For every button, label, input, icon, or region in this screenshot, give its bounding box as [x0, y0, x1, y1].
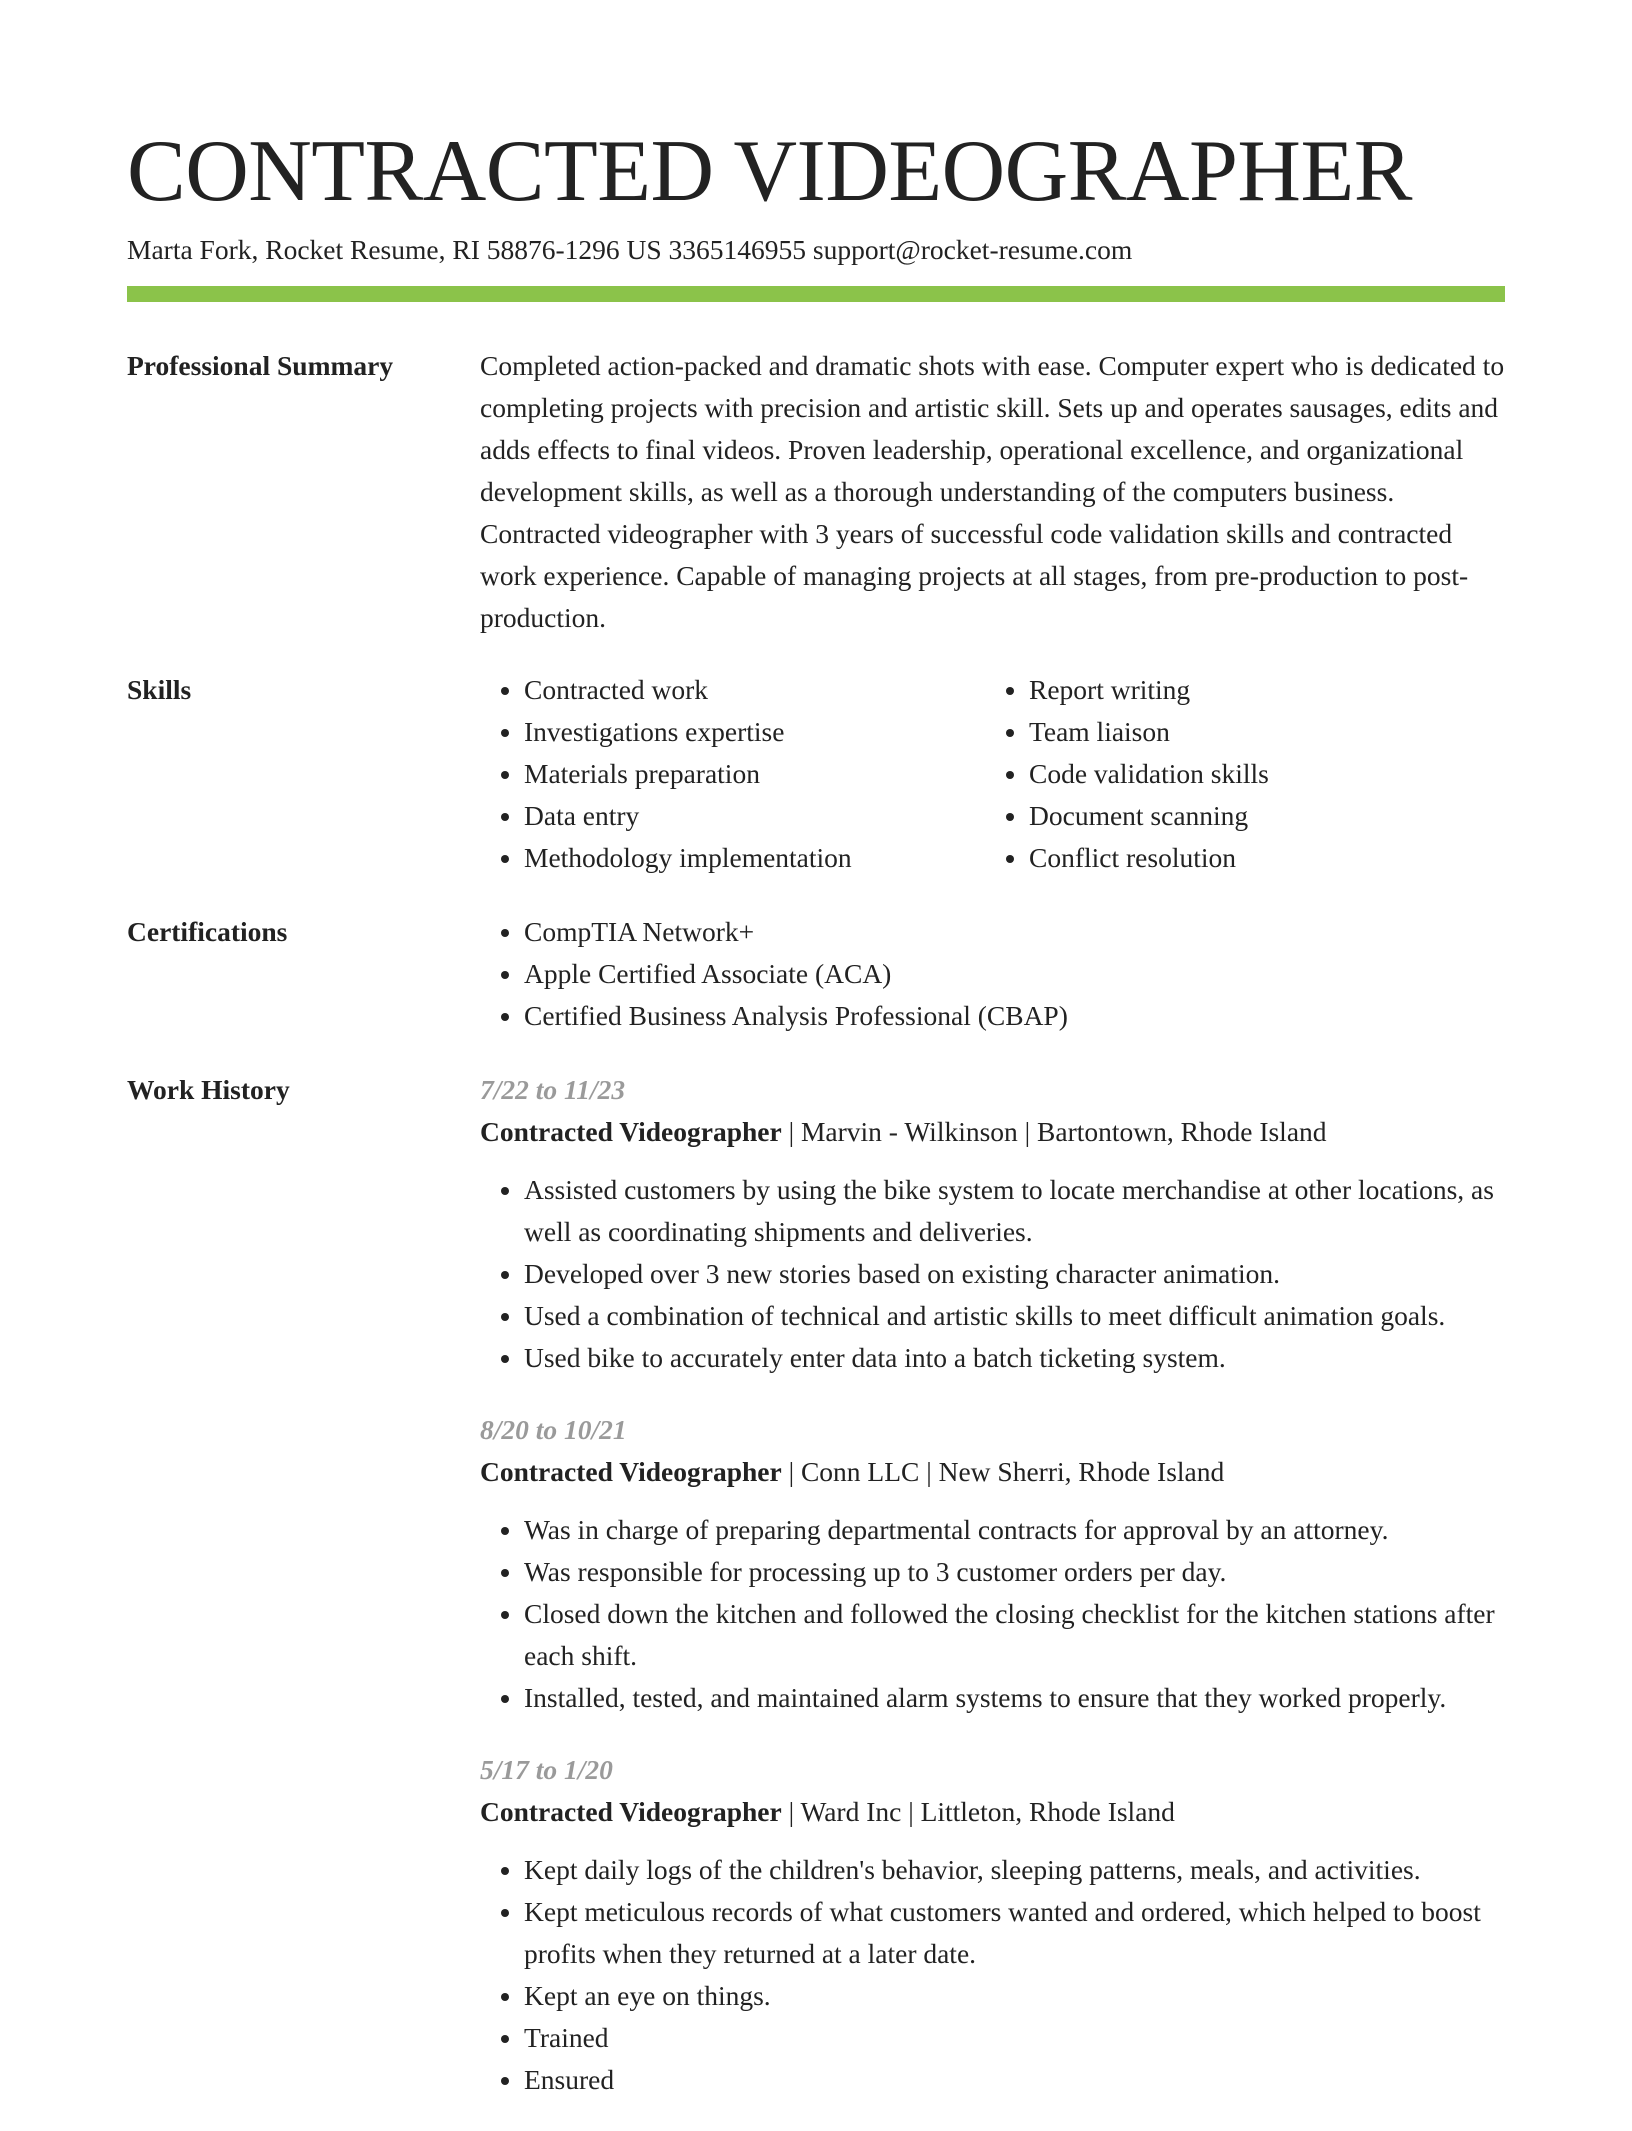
- section-label-summary: Professional Summary: [127, 350, 394, 381]
- job-duty-item: • Trained: [524, 2017, 1505, 2059]
- job-duties-list: [480, 1849, 1505, 2101]
- skill-item: • Methodology implementation: [524, 837, 940, 879]
- skill-item: • Contracted work: [524, 669, 940, 711]
- job-dates: 5/17 to 1/20: [480, 1754, 613, 1785]
- section-label-certifications: Certifications: [127, 916, 288, 947]
- job-duty-item: • Kept an eye on things.: [524, 1975, 1505, 2017]
- summary-body: [480, 345, 1505, 639]
- job-duty-item: • Installed, tested, and maintained alarm systems to ensure that they worked properly.: [524, 1677, 1505, 1719]
- job-heading: [480, 1451, 1505, 1493]
- job-heading: [480, 1791, 1505, 1833]
- resume-title: CONTRACTED VIDEOGRAPHER: [127, 123, 1412, 220]
- skill-item: • Report writing: [1029, 669, 1505, 711]
- job-duties-list: [480, 1169, 1505, 1379]
- job-duty-item: • Kept meticulous records of what customers wanted and ordered, which helped to boost profits when they returned at a later date.: [524, 1891, 1505, 1975]
- job-entry: [480, 1409, 1505, 1719]
- job-duty-item: • Was responsible for processing up to 3 customer orders per day.: [524, 1551, 1505, 1593]
- skills-body: [480, 669, 1505, 879]
- skill-item: • Materials preparation: [524, 753, 940, 795]
- job-duty-item: • Used bike to accurately enter data into a batch ticketing system.: [524, 1337, 1505, 1379]
- job-dates: 7/22 to 11/23: [480, 1074, 626, 1105]
- section-label-work-history: Work History: [127, 1074, 290, 1105]
- job-title: Contracted Videographer: [480, 1116, 782, 1147]
- certifications-list: [480, 911, 1505, 1037]
- contact-line: Marta Fork, Rocket Resume, RI 58876-1296 US 3365146955 support@rocket-resume.com: [127, 234, 1133, 265]
- header-divider: [127, 286, 1505, 302]
- summary-text: Completed action-packed and dramatic shots with ease. Computer expert who is dedicated to completing projects with precision and artistic skill. Sets up and operates sausages, edits and adds effects to final videos. Proven leadership, operational excellence, and organizational development skills, as well as a thorough understanding of the computers business. Contracted videographer with 3 years of successful code validation skills and contracted work experience. Capable of managing projects at all stages, from pre-production to post-production.: [480, 350, 1505, 633]
- job-duty-item: • Was in charge of preparing departmental contracts for approval by an attorney.: [524, 1509, 1505, 1551]
- job-heading: [480, 1111, 1505, 1153]
- skill-item: • Investigations expertise: [524, 711, 940, 753]
- work-history-body: [480, 1069, 1505, 2131]
- section-label-skills: Skills: [127, 674, 192, 705]
- certification-item: • Certified Business Analysis Professional (CBAP): [524, 995, 1505, 1037]
- job-duties-list: [480, 1509, 1505, 1719]
- job-dates: 8/20 to 10/21: [480, 1414, 627, 1445]
- skill-item: • Document scanning: [1029, 795, 1505, 837]
- job-duty-item: • Used a combination of technical and artistic skills to meet difficult animation goals.: [524, 1295, 1505, 1337]
- skills-list-right: [985, 669, 1505, 879]
- job-duty-item: • Closed down the kitchen and followed the closing checklist for the kitchen stations after each shift.: [524, 1593, 1505, 1677]
- job-employer-location: | Marvin - Wilkinson | Bartontown, Rhode Island: [781, 1116, 1327, 1147]
- job-entry: [480, 1069, 1505, 1379]
- job-employer-location: | Ward Inc | Littleton, Rhode Island: [781, 1796, 1175, 1827]
- certification-item: • CompTIA Network+: [524, 911, 1505, 953]
- job-duty-item: • Ensured: [524, 2059, 1505, 2101]
- skills-list-left: [480, 669, 940, 879]
- certification-item: • Apple Certified Associate (ACA): [524, 953, 1505, 995]
- job-employer-location: | Conn LLC | New Sherri, Rhode Island: [781, 1456, 1225, 1487]
- job-title: Contracted Videographer: [480, 1456, 782, 1487]
- certifications-body: [480, 911, 1505, 1037]
- job-duty-item: • Developed over 3 new stories based on existing character animation.: [524, 1253, 1505, 1295]
- job-duty-item: • Kept daily logs of the children's behavior, sleeping patterns, meals, and activities.: [524, 1849, 1505, 1891]
- skill-item: • Conflict resolution: [1029, 837, 1505, 879]
- job-title: Contracted Videographer: [480, 1796, 782, 1827]
- skill-item: • Code validation skills: [1029, 753, 1505, 795]
- job-duty-item: • Assisted customers by using the bike system to locate merchandise at other locations, as well as coordinating shipments and deliveries.: [524, 1169, 1505, 1253]
- skill-item: • Data entry: [524, 795, 940, 837]
- job-entry: [480, 1749, 1505, 2101]
- skill-item: • Team liaison: [1029, 711, 1505, 753]
